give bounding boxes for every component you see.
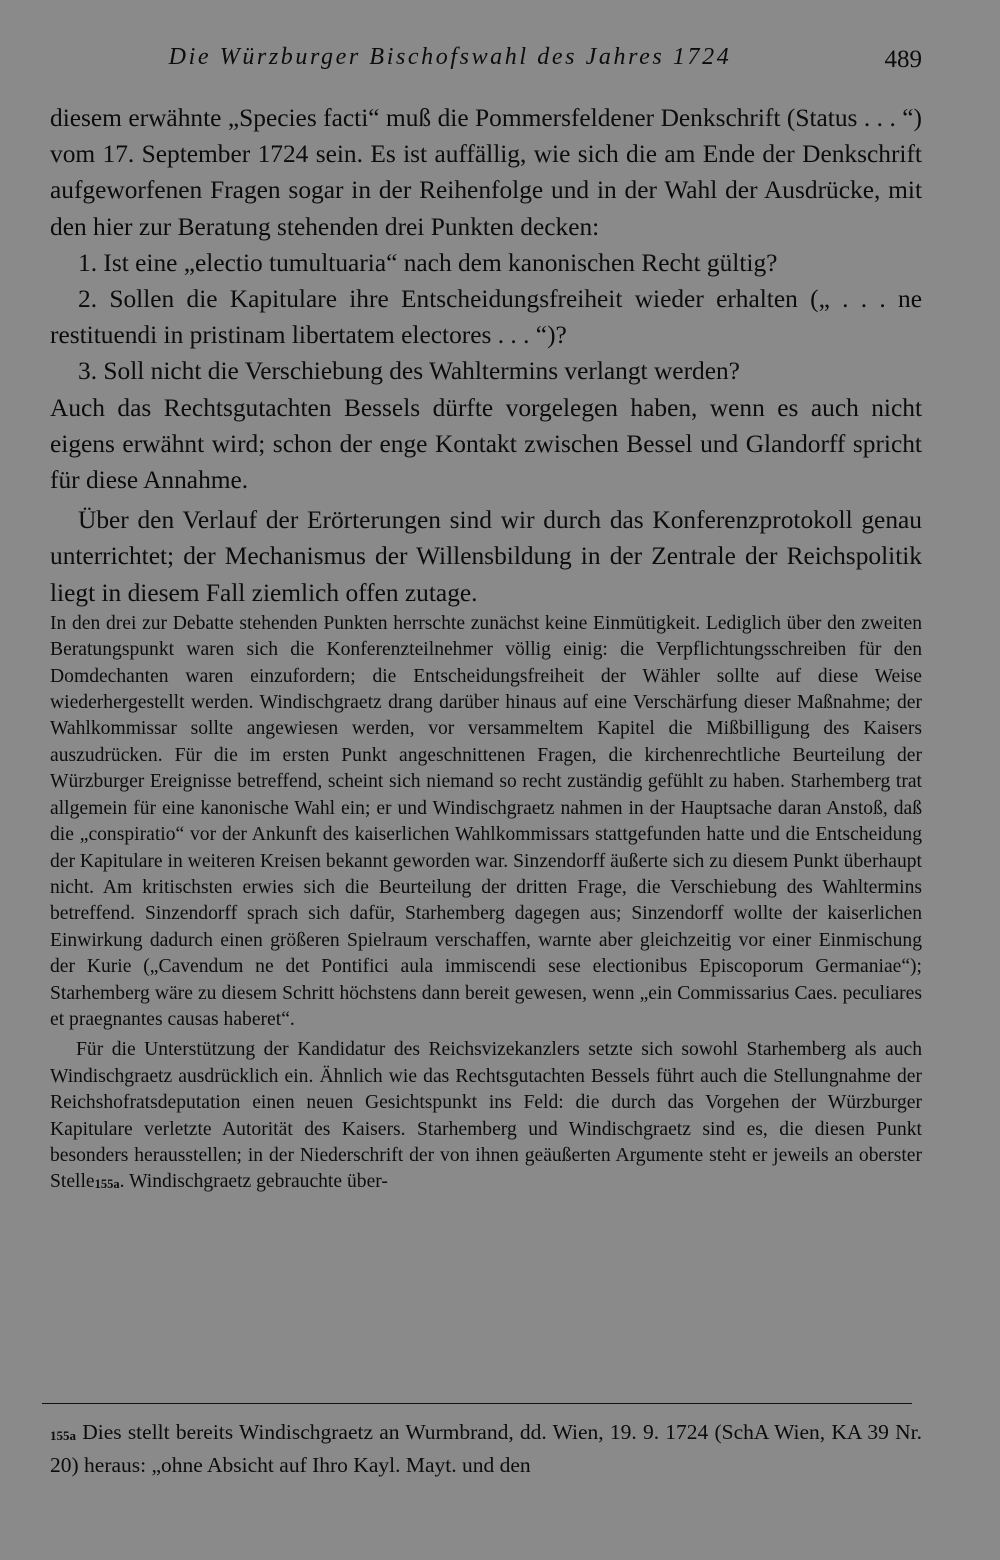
footnote-text: Dies stellt bereits Windischgraetz an Wurmbrand, dd. Wien, 19. 9. 1724 (SchA Wien, KA 39 Nr. 20) heraus: „ohne Absicht auf Ihro Kayl. Mayt. und den (50, 1420, 922, 1477)
footnote (50, 1416, 922, 1482)
paragraph-debatte: In den drei zur Debatte stehenden Punkten herrschte zunächst keine Einmütigkeit. Lediglich über den zweiten Beratungspunkt waren sich die Konferenzteilnehmer völlig einig: die Verpflichtungsschreiben für den Domdechanten waren einzufordern; die Entscheidungsfreiheit der Wähler sollte auf diese Weise wiederhergestellt werden. Windischgraetz drang darüber hinaus auf eine Verschärfung dieser Maßnahme; der Wahlkommissar sollte angewiesen werden, vor versammeltem Kapitel die Mißbilligung des Kaisers auszudrücken. Für die im ersten Punkt angeschnittenen Fragen, die kirchenrechtliche Beurteilung der Würzburger Ereignisse betreffend, scheint sich niemand so recht zuständig gefühlt zu haben. Starhemberg trat allgemein für eine kanonische Wahl ein; er und Windischgraetz nahmen in der Hauptsache daran Anstoß, daß die „conspiratio“ vor der Ankunft des kaiserlichen Wahlkommissars stattgefunden hatte und die Entscheidung der Kapitulare in weiteren Kreisen bekannt geworden war. Sinzendorff äußerte sich zu diesem Punkt überhaupt nicht. Am kritischsten erwies sich die Beurteilung der dritten Frage, die Verschiebung des Wahltermins betreffend. Sinzendorff sprach sich dafür, Starhemberg dagegen aus; Sinzendorff wollte der kaiserlichen Einwirkung dadurch einen größeren Spielraum verschaffen, warnte aber gleichzeitig vor einer Einmischung der Kurie („Cavendum ne det Pontifici aula immiscendi sese electionibus Episcoporum Germaniae“); Starhemberg wäre zu diesem Schritt höchstens dann bereit gewesen, wenn „ein Commissarius Caes. peculiares et praegnantes causas haberet“. (50, 612, 922, 1030)
list-item-1: 1. Ist eine „electio tumultuaria“ nach dem kanonischen Recht gültig? (78, 248, 778, 277)
running-title: Die Würzburger Bischofswahl des Jahres 1724 (168, 44, 732, 70)
main-text (50, 100, 922, 1196)
paragraph-rechtsgutachten: Auch das Rechtsgutachten Bessels dürfte vorgelegen haben, wenn es auch nicht eigens erwähnt wird; schon der enge Kontakt zwischen Bessel und Glandorff spricht für diese Annahme. (50, 393, 922, 495)
list-item-3: 3. Soll nicht die Verschiebung des Wahltermins verlangt werden? (78, 357, 740, 386)
paragraph-konferenzprotokoll: Über den Verlauf der Erörterungen sind wir durch das Konferenzprotokoll genau unterrichtet; der Mechanismus der Willensbildung in der Zentrale der Reichspolitik liegt in diesem Fall ziemlich offen zutage. (50, 506, 922, 607)
paragraph-denkschrift: diesem erwähnte „Species facti“ muß die Pommersfeldener Denkschrift (Status . . . “) vom 17. September 1724 sein. Es ist auffällig, wie sich die am Ende der Denkschrift aufgeworfenen Fragen sogar in der Reihenfolge und in der Wahl der Ausdrücke, mit den hier zur Beratung stehenden drei Punkten decken: (50, 104, 922, 241)
footnote-rule (42, 1403, 912, 1404)
page-header (48, 38, 922, 78)
paragraph-kandidatur-text: Für die Unterstützung der Kandidatur des Reichsvizekanzlers setzte sich sowohl Starhemberg als auch Windischgraetz ausdrücklich ein. Ähnlich wie das Rechtsgutachten Bessels führt auch die Stellungnahme der Reichshofratsdeputation einen neuen Gesichtspunkt ins Feld: die durch das Vorgehen der Würzburger Kapitulare verletzte Autorität des Kaisers. Starhemberg und Windischgraetz sind es, die diesen Punkt besonders herausstellen; in der Niederschrift der von ihnen geäußerten Argumente steht er jeweils an oberster Stelle (50, 1039, 922, 1193)
footnote-reference: 155a (94, 1177, 120, 1192)
list-item-2: 2. Sollen die Kapitulare ihre Entscheidungsfreiheit wieder erhalten („ . . . ne restituendi in pristinam libertatem electores . . . “)? (50, 285, 922, 350)
paragraph-kandidatur-tail: . Windischgraetz gebrauchte über- (119, 1171, 388, 1193)
page-number: 489 (884, 46, 922, 73)
paragraph-kandidatur (50, 1037, 922, 1195)
footnote-mark: 155a (50, 1428, 76, 1443)
